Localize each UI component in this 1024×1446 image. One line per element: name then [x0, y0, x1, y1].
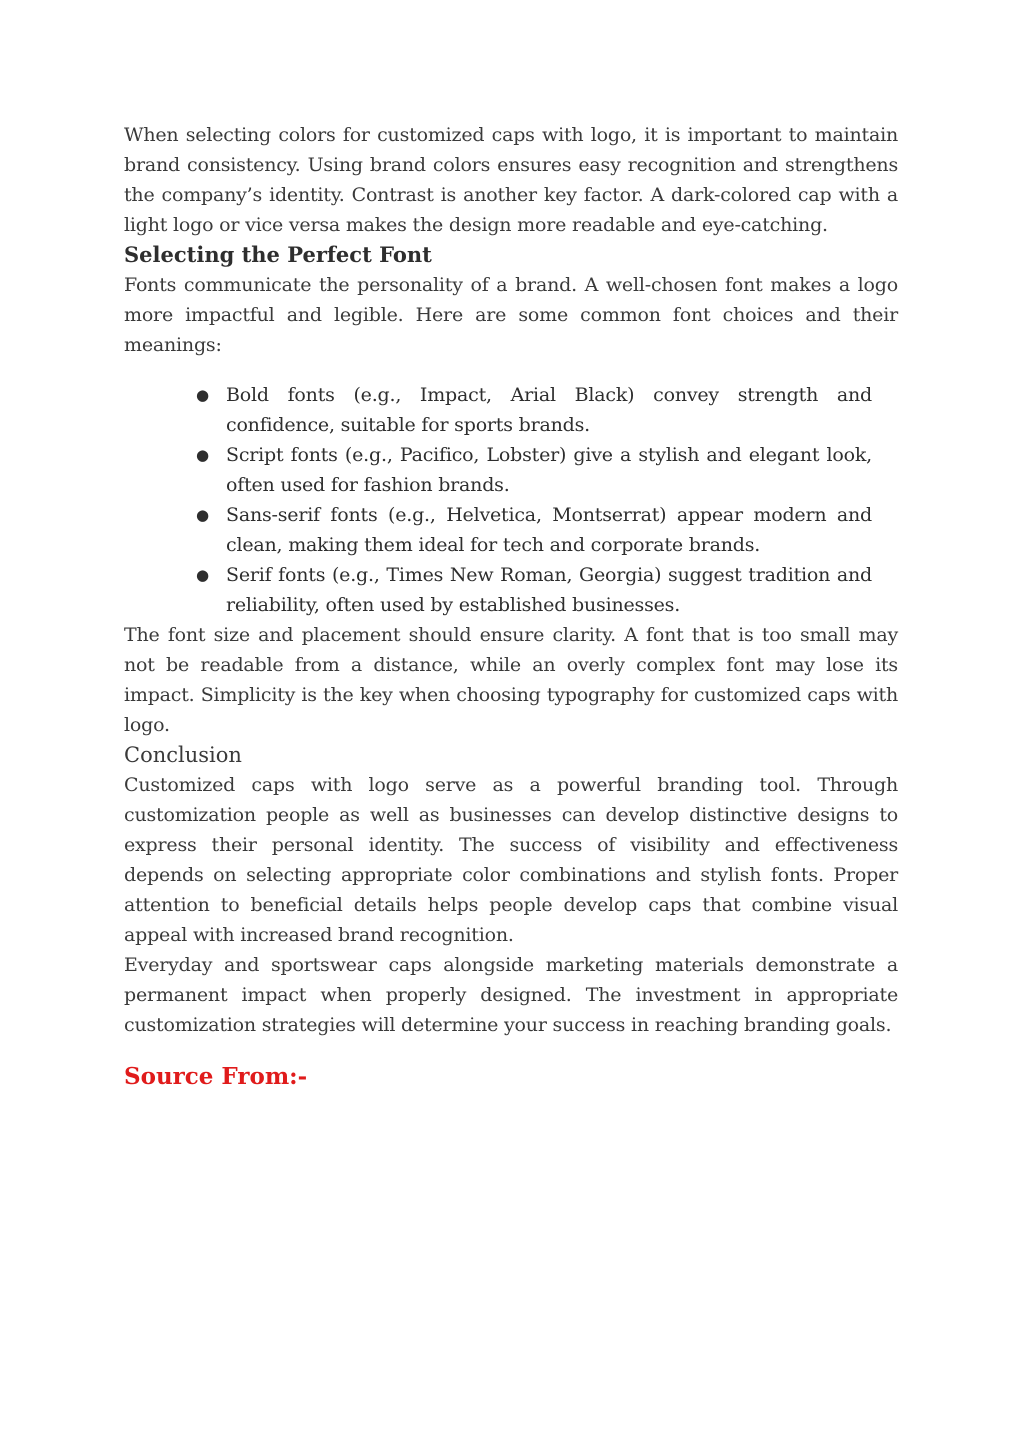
bullet-icon: ● — [196, 506, 209, 524]
bullet-icon: ● — [196, 386, 209, 404]
document-page — [124, 120, 898, 1092]
list-item-text: Bold fonts (e.g., Impact, Arial Black) convey strength and confidence, suitable for sports brands. — [226, 384, 872, 436]
conclusion-paragraph-2: Everyday and sportswear caps alongside marketing materials demonstrate a permanent impact when properly designed. The investment in appropriate customization strategies will determine your success in reaching branding goals. — [124, 954, 898, 1036]
section-heading-conclusion: Conclusion — [124, 743, 242, 767]
list-item-text: Script fonts (e.g., Pacifico, Lobster) give a stylish and elegant look, often used for fashion brands. — [226, 444, 872, 496]
list-item — [124, 440, 872, 500]
list-item-text: Sans-serif fonts (e.g., Helvetica, Montserrat) appear modern and clean, making them ideal for tech and corporate brands. — [226, 504, 872, 556]
list-item — [124, 380, 872, 440]
font-size-paragraph: The font size and placement should ensure clarity. A font that is too small may not be readable from a distance, while an overly complex font may lose its impact. Simplicity is the key when choosing typography for customized caps with logo. — [124, 624, 898, 736]
bullet-icon: ● — [196, 446, 209, 464]
conclusion-paragraph-1: Customized caps with logo serve as a powerful branding tool. Through customization people as well as businesses can develop distinctive designs to express their personal identity. The success of visibility and effectiveness depends on selecting appropriate color combinations and stylish fonts. Proper attention to beneficial details helps people develop caps that combine visual appeal with increased brand recognition. — [124, 774, 898, 946]
section-heading-fonts: Selecting the Perfect Font — [124, 242, 432, 267]
list-item-text: Serif fonts (e.g., Times New Roman, Georgia) suggest tradition and reliability, often used by established businesses. — [226, 564, 872, 616]
list-item — [124, 560, 872, 620]
intro-paragraph: When selecting colors for customized caps with logo, it is important to maintain brand consistency. Using brand colors ensures easy recognition and strengthens the company’s identity. Contrast is another key factor. A dark-colored cap with a light logo or vice versa makes the design more readable and eye-catching. — [124, 124, 898, 236]
bullet-icon: ● — [196, 566, 209, 584]
fonts-intro-paragraph: Fonts communicate the personality of a brand. A well-chosen font makes a logo more impactful and legible. Here are some common font choices and their meanings: — [124, 274, 898, 356]
font-choices-list — [124, 380, 872, 620]
source-label: Source From:- — [124, 1063, 308, 1090]
list-item — [124, 500, 872, 560]
